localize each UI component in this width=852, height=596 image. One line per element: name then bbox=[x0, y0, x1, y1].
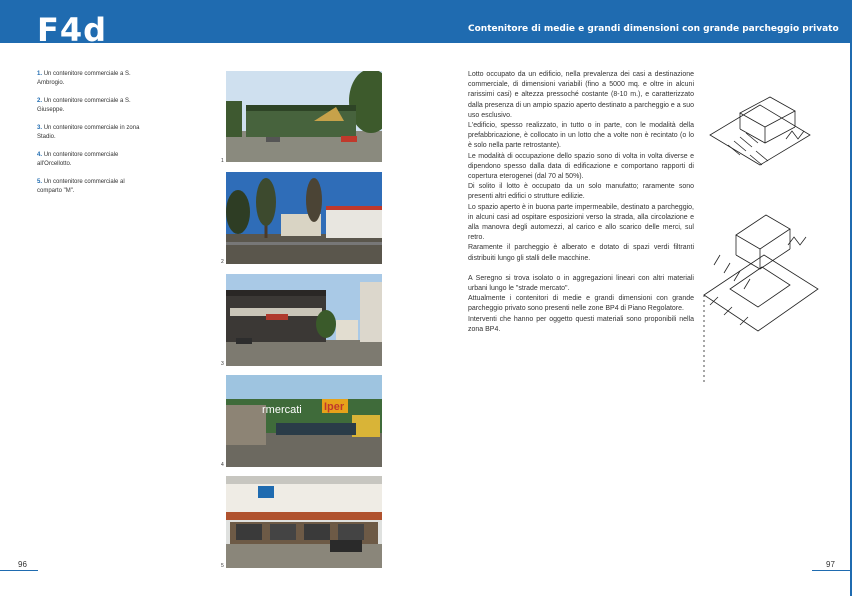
photo-number: 4 bbox=[221, 462, 224, 468]
caption-number: 3. bbox=[37, 125, 43, 131]
body-paragraph: Raramente il parcheggio è alberato e dotato di spazi verdi filtranti distribuiti lungo gli stalli delle macchine. bbox=[468, 244, 694, 262]
caption-item bbox=[37, 178, 145, 195]
isometric-drawings bbox=[700, 95, 820, 395]
body-paragraph: Le modalità di occupazione dello spazio sono di volta in volta diverse e dipendono spesso dalla data di edificazione e comportano rapporti di copertura eterogenei (dal 70 al 50%). bbox=[468, 152, 694, 181]
caption-item bbox=[37, 70, 145, 87]
body-paragraph: L'edificio, spesso realizzato, in tutto o in parte, con le modalità della prefabbricazione, è collocato in un lotto che a volte non è recintato (o lo è solo nella parte retrostante). bbox=[468, 122, 694, 150]
photo-3 bbox=[226, 274, 382, 366]
caption-number: 5. bbox=[37, 179, 43, 185]
paragraph-gap bbox=[468, 264, 694, 274]
photo-4 bbox=[226, 375, 382, 467]
caption-number: 1. bbox=[37, 71, 43, 77]
body-paragraph: Interventi che hanno per oggetto questi materiali sono proponibili nella zona BP4. bbox=[468, 315, 694, 333]
body-paragraph: Di solito il lotto è occupato da un solo manufatto; raramente sono presenti altri edifici o strutture edilizie. bbox=[468, 183, 694, 201]
photo-number: 2 bbox=[221, 259, 224, 265]
isometric-drawing-top bbox=[710, 97, 810, 165]
body-text bbox=[468, 70, 694, 335]
caption-text: Un contenitore commerciale a S. Ambrogio. bbox=[37, 71, 131, 86]
section-code: F4d bbox=[37, 11, 108, 49]
caption-text: Un contenitore commerciale in zona Stadio. bbox=[37, 125, 140, 140]
caption-item bbox=[37, 151, 145, 168]
page-number-left: 96 bbox=[18, 560, 27, 569]
caption-text: Un contenitore commerciale al comparto "M". bbox=[37, 179, 125, 194]
photo-number: 5 bbox=[221, 563, 224, 569]
photo-2 bbox=[226, 172, 382, 264]
caption-text: Un contenitore commerciale all'Orcellotto. bbox=[37, 152, 119, 167]
header-band bbox=[0, 0, 852, 49]
photo-5 bbox=[226, 476, 382, 568]
section-subtitle: Contenitore di medie e grandi dimensioni con grande parcheggio privato bbox=[468, 24, 839, 34]
photo-captions bbox=[37, 70, 145, 205]
caption-item bbox=[37, 124, 145, 141]
store-sign-text: rmercati bbox=[262, 404, 302, 416]
page-number-right: 97 bbox=[826, 560, 835, 569]
photo-1 bbox=[226, 71, 382, 162]
photo-number: 1 bbox=[221, 158, 224, 164]
store-logo-text: Iper bbox=[324, 401, 345, 413]
caption-number: 4. bbox=[37, 152, 43, 158]
caption-item bbox=[37, 97, 145, 114]
isometric-drawing-bottom bbox=[704, 215, 818, 385]
caption-number: 2. bbox=[37, 98, 43, 104]
photo-number: 3 bbox=[221, 361, 224, 367]
body-paragraph: Lo spazio aperto è in buona parte impermeabile, destinato a parcheggio, in alcuni casi ad ospitare esposizioni verso la strada, alla circolazione e alla manovra degli automezzi, al carico e allo scarico delle merci, sul retro. bbox=[468, 203, 694, 242]
footer-rule-right bbox=[812, 570, 850, 571]
body-paragraph: A Seregno si trova isolato o in aggregazioni lineari con altri materiali urbani lungo le "strade mercato". bbox=[468, 274, 694, 293]
body-paragraph: Attualmente i contenitori di medie e grandi dimensioni con grande parcheggio privato sono presenti nelle zone BP4 di Piano Regolatore. bbox=[468, 295, 694, 313]
body-paragraph: Lotto occupato da un edificio, nella prevalenza dei casi a destinazione commerciale, di dimensioni variabili (fino a 5000 mq. e oltre in alcuni rarissimi casi) e altezza pressoché costante (8-10 m.), e caratterizzato dalla presenza di un ampio spazio aperto destinato a parcheggio e a suo uso esclusivo. bbox=[468, 71, 694, 119]
caption-text: Un contenitore commerciale a S. Giuseppe. bbox=[37, 98, 131, 113]
footer-rule-left bbox=[0, 570, 38, 571]
